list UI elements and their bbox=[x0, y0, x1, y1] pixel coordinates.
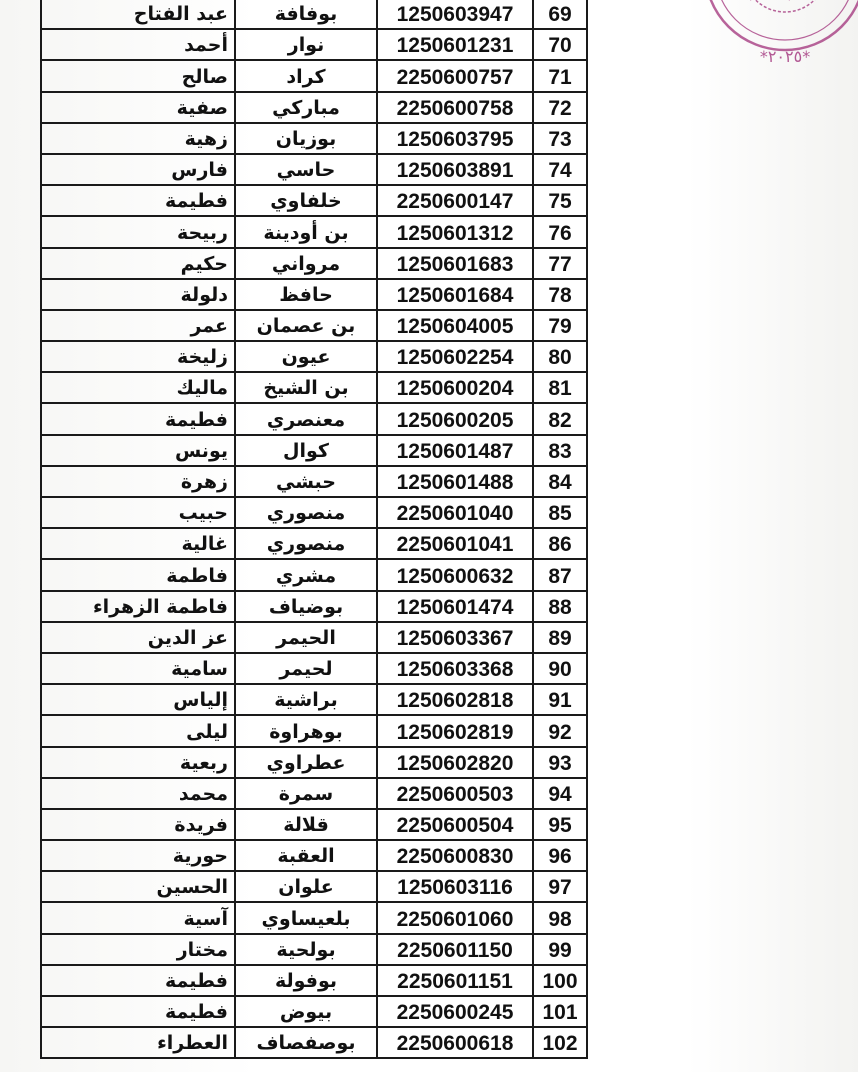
id-number-cell: 2250600147 bbox=[377, 185, 533, 216]
table-row bbox=[41, 435, 587, 466]
first-name-cell: مختار bbox=[41, 934, 235, 965]
table-row bbox=[41, 279, 587, 310]
id-number-cell: 1250602820 bbox=[377, 747, 533, 778]
row-number-cell: 98 bbox=[533, 902, 587, 933]
table-row bbox=[41, 466, 587, 497]
id-number-cell: 2250600830 bbox=[377, 840, 533, 871]
last-name-cell: بوهراوة bbox=[235, 715, 377, 746]
first-name-cell: ليلى bbox=[41, 715, 235, 746]
id-number-cell: 1250601487 bbox=[377, 435, 533, 466]
id-number-cell: 2250600757 bbox=[377, 60, 533, 91]
first-name-cell: العطراء bbox=[41, 1027, 235, 1058]
first-name-cell: فطيمة bbox=[41, 965, 235, 996]
id-number-cell: 1250602254 bbox=[377, 341, 533, 372]
id-number-cell: 1250601488 bbox=[377, 466, 533, 497]
id-number-cell: 1250601231 bbox=[377, 29, 533, 60]
last-name-cell: بن الشيخ bbox=[235, 372, 377, 403]
last-name-cell: حاسي bbox=[235, 154, 377, 185]
first-name-cell: فاطمة الزهراء bbox=[41, 591, 235, 622]
row-number-cell: 93 bbox=[533, 747, 587, 778]
last-name-cell: حافظ bbox=[235, 279, 377, 310]
row-number-cell: 80 bbox=[533, 341, 587, 372]
table-row bbox=[41, 372, 587, 403]
last-name-cell: بولحية bbox=[235, 934, 377, 965]
row-number-cell: 74 bbox=[533, 154, 587, 185]
table-row bbox=[41, 216, 587, 247]
first-name-cell: ربعية bbox=[41, 747, 235, 778]
table-row bbox=[41, 29, 587, 60]
row-number-cell: 97 bbox=[533, 871, 587, 902]
last-name-cell: بلعيساوي bbox=[235, 902, 377, 933]
last-name-cell: قلالة bbox=[235, 809, 377, 840]
id-number-cell: 1250604005 bbox=[377, 310, 533, 341]
row-number-cell: 75 bbox=[533, 185, 587, 216]
last-name-cell: بن عصمان bbox=[235, 310, 377, 341]
id-number-cell: 1250603367 bbox=[377, 622, 533, 653]
table-row bbox=[41, 310, 587, 341]
row-number-cell: 99 bbox=[533, 934, 587, 965]
last-name-cell: مرواني bbox=[235, 248, 377, 279]
last-name-cell: بوفافة bbox=[235, 0, 377, 29]
table-row bbox=[41, 778, 587, 809]
first-name-cell: الحسين bbox=[41, 871, 235, 902]
id-number-cell: 2250600504 bbox=[377, 809, 533, 840]
row-number-cell: 78 bbox=[533, 279, 587, 310]
id-number-cell: 1250600204 bbox=[377, 372, 533, 403]
id-number-cell: 1250601474 bbox=[377, 591, 533, 622]
row-number-cell: 77 bbox=[533, 248, 587, 279]
table-row bbox=[41, 840, 587, 871]
id-number-cell: 1250603116 bbox=[377, 871, 533, 902]
row-number-cell: 90 bbox=[533, 653, 587, 684]
last-name-cell: منصوري bbox=[235, 497, 377, 528]
last-name-cell: بن أودينة bbox=[235, 216, 377, 247]
first-name-cell: فارس bbox=[41, 154, 235, 185]
official-stamp bbox=[690, 0, 858, 70]
first-name-cell: زهية bbox=[41, 123, 235, 154]
row-number-cell: 96 bbox=[533, 840, 587, 871]
table-row bbox=[41, 60, 587, 91]
first-name-cell: ماليك bbox=[41, 372, 235, 403]
id-number-cell: 2250601060 bbox=[377, 902, 533, 933]
roster-body bbox=[41, 0, 587, 1058]
last-name-cell: نوار bbox=[235, 29, 377, 60]
table-row bbox=[41, 934, 587, 965]
first-name-cell: صالح bbox=[41, 60, 235, 91]
last-name-cell: منصوري bbox=[235, 528, 377, 559]
last-name-cell: عيون bbox=[235, 341, 377, 372]
last-name-cell: بوفولة bbox=[235, 965, 377, 996]
first-name-cell: عز الدين bbox=[41, 622, 235, 653]
id-number-cell: 1250603368 bbox=[377, 653, 533, 684]
table-row bbox=[41, 92, 587, 123]
id-number-cell: 2250600618 bbox=[377, 1027, 533, 1058]
table-row bbox=[41, 871, 587, 902]
table-row bbox=[41, 965, 587, 996]
last-name-cell: سمرة bbox=[235, 778, 377, 809]
row-number-cell: 84 bbox=[533, 466, 587, 497]
last-name-cell: الحيمر bbox=[235, 622, 377, 653]
id-number-cell: 1250601684 bbox=[377, 279, 533, 310]
first-name-cell: عمر bbox=[41, 310, 235, 341]
stamp-text: *٢٠٢٥* bbox=[759, 47, 811, 66]
table-row bbox=[41, 0, 587, 29]
id-number-cell: 1250600632 bbox=[377, 559, 533, 590]
id-number-cell: 1250602819 bbox=[377, 715, 533, 746]
id-number-cell: 1250602818 bbox=[377, 684, 533, 715]
table-row bbox=[41, 684, 587, 715]
first-name-cell: فاطمة bbox=[41, 559, 235, 590]
table-row bbox=[41, 747, 587, 778]
id-number-cell: 1250603795 bbox=[377, 123, 533, 154]
row-number-cell: 95 bbox=[533, 809, 587, 840]
first-name-cell: ربيحة bbox=[41, 216, 235, 247]
table-row bbox=[41, 591, 587, 622]
table-row bbox=[41, 497, 587, 528]
row-number-cell: 100 bbox=[533, 965, 587, 996]
table-row bbox=[41, 559, 587, 590]
first-name-cell: محمد bbox=[41, 778, 235, 809]
table-row bbox=[41, 996, 587, 1027]
row-number-cell: 87 bbox=[533, 559, 587, 590]
table-row bbox=[41, 123, 587, 154]
row-number-cell: 101 bbox=[533, 996, 587, 1027]
first-name-cell: فريدة bbox=[41, 809, 235, 840]
last-name-cell: كوال bbox=[235, 435, 377, 466]
first-name-cell: دلولة bbox=[41, 279, 235, 310]
first-name-cell: زهرة bbox=[41, 466, 235, 497]
row-number-cell: 82 bbox=[533, 403, 587, 434]
first-name-cell: أحمد bbox=[41, 29, 235, 60]
table-row bbox=[41, 185, 587, 216]
row-number-cell: 79 bbox=[533, 310, 587, 341]
id-number-cell: 2250601040 bbox=[377, 497, 533, 528]
table-row bbox=[41, 248, 587, 279]
row-number-cell: 83 bbox=[533, 435, 587, 466]
first-name-cell: حبيب bbox=[41, 497, 235, 528]
row-number-cell: 88 bbox=[533, 591, 587, 622]
last-name-cell: مباركي bbox=[235, 92, 377, 123]
table-row bbox=[41, 902, 587, 933]
last-name-cell: علوان bbox=[235, 871, 377, 902]
id-number-cell: 2250601150 bbox=[377, 934, 533, 965]
last-name-cell: العقبة bbox=[235, 840, 377, 871]
last-name-cell: مشري bbox=[235, 559, 377, 590]
id-number-cell: 1250600205 bbox=[377, 403, 533, 434]
row-number-cell: 102 bbox=[533, 1027, 587, 1058]
row-number-cell: 70 bbox=[533, 29, 587, 60]
table-row bbox=[41, 154, 587, 185]
last-name-cell: لحيمر bbox=[235, 653, 377, 684]
id-number-cell: 2250600758 bbox=[377, 92, 533, 123]
first-name-cell: صفية bbox=[41, 92, 235, 123]
row-number-cell: 69 bbox=[533, 0, 587, 29]
row-number-cell: 81 bbox=[533, 372, 587, 403]
last-name-cell: حبشي bbox=[235, 466, 377, 497]
table-row bbox=[41, 341, 587, 372]
id-number-cell: 2250600245 bbox=[377, 996, 533, 1027]
last-name-cell: خلفاوي bbox=[235, 185, 377, 216]
roster-table bbox=[40, 0, 588, 1059]
row-number-cell: 73 bbox=[533, 123, 587, 154]
id-number-cell: 1250601312 bbox=[377, 216, 533, 247]
table-row bbox=[41, 653, 587, 684]
first-name-cell: آسية bbox=[41, 902, 235, 933]
first-name-cell: فطيمة bbox=[41, 996, 235, 1027]
first-name-cell: فطيمة bbox=[41, 403, 235, 434]
first-name-cell: غالية bbox=[41, 528, 235, 559]
row-number-cell: 71 bbox=[533, 60, 587, 91]
last-name-cell: بوصفصاف bbox=[235, 1027, 377, 1058]
table-row bbox=[41, 715, 587, 746]
id-number-cell: 1250603947 bbox=[377, 0, 533, 29]
last-name-cell: بوضياف bbox=[235, 591, 377, 622]
first-name-cell: حكيم bbox=[41, 248, 235, 279]
id-number-cell: 1250601683 bbox=[377, 248, 533, 279]
first-name-cell: إلياس bbox=[41, 684, 235, 715]
last-name-cell: بوزيان bbox=[235, 123, 377, 154]
id-number-cell: 1250603891 bbox=[377, 154, 533, 185]
first-name-cell: فطيمة bbox=[41, 185, 235, 216]
last-name-cell: براشية bbox=[235, 684, 377, 715]
table-row bbox=[41, 528, 587, 559]
id-number-cell: 2250601151 bbox=[377, 965, 533, 996]
table-row bbox=[41, 622, 587, 653]
row-number-cell: 91 bbox=[533, 684, 587, 715]
last-name-cell: عطراوي bbox=[235, 747, 377, 778]
last-name-cell: بيوض bbox=[235, 996, 377, 1027]
table-row bbox=[41, 809, 587, 840]
id-number-cell: 2250600503 bbox=[377, 778, 533, 809]
id-number-cell: 2250601041 bbox=[377, 528, 533, 559]
last-name-cell: معنصري bbox=[235, 403, 377, 434]
row-number-cell: 85 bbox=[533, 497, 587, 528]
first-name-cell: زليخة bbox=[41, 341, 235, 372]
first-name-cell: يونس bbox=[41, 435, 235, 466]
first-name-cell: حورية bbox=[41, 840, 235, 871]
row-number-cell: 94 bbox=[533, 778, 587, 809]
table-row bbox=[41, 1027, 587, 1058]
first-name-cell: عبد الفتاح bbox=[41, 0, 235, 29]
last-name-cell: كراد bbox=[235, 60, 377, 91]
table-row bbox=[41, 403, 587, 434]
row-number-cell: 92 bbox=[533, 715, 587, 746]
row-number-cell: 76 bbox=[533, 216, 587, 247]
row-number-cell: 86 bbox=[533, 528, 587, 559]
row-number-cell: 72 bbox=[533, 92, 587, 123]
first-name-cell: سامية bbox=[41, 653, 235, 684]
row-number-cell: 89 bbox=[533, 622, 587, 653]
